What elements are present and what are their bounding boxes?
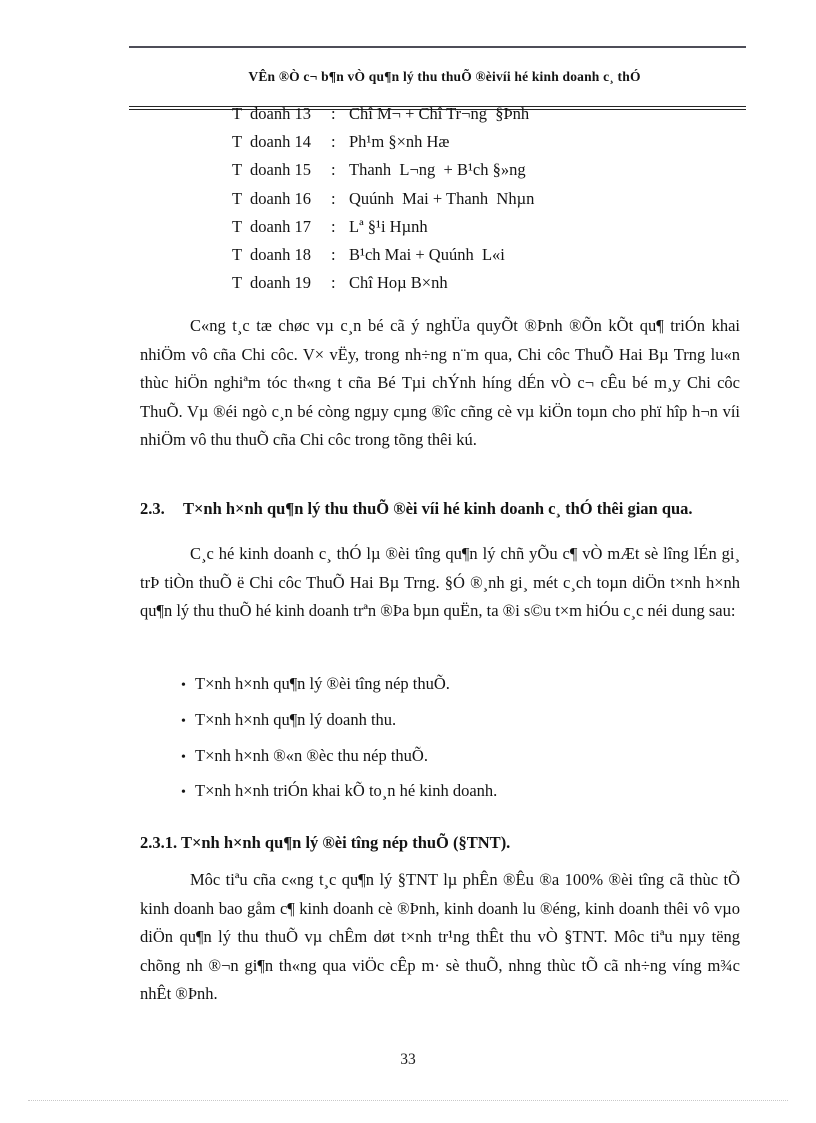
- bullet-text: T×nh h×nh triÓn khai kÕ to¸n hé kinh doanh.: [195, 781, 498, 801]
- to-doanh-label: T doanh 19: [232, 273, 311, 293]
- page-number: 33: [400, 1051, 416, 1068]
- section-title: 2.3.1. T×nh h×nh qu¶n lý ®èi tîng nép thuÕ (§TNT).: [140, 833, 511, 852]
- bullet-item: [181, 773, 746, 809]
- to-doanh-value: Chî Hoµ B×nh: [349, 273, 448, 293]
- section-heading-2-3: [140, 498, 748, 520]
- section-heading-2-3-1: [140, 832, 748, 854]
- to-doanh-label: T doanh 18: [232, 244, 311, 264]
- to-doanh-separator: :: [331, 160, 336, 180]
- to-doanh-row: [232, 241, 534, 269]
- bullet-text: T×nh h×nh qu¶n lý doanh thu.: [195, 709, 397, 729]
- to-doanh-value: Quúnh Mai + Thanh Nhµn: [349, 188, 535, 208]
- bullet-item: [181, 738, 746, 774]
- page-header-title: VÊn ®Ò c¬ b¶n vÒ qu¶n lý thu thuÕ ®èivíi hé kinh doanh c¸ thÓ: [248, 69, 641, 84]
- to-doanh-separator: :: [331, 104, 336, 123]
- to-doanh-label: T doanh 16: [232, 188, 311, 208]
- to-doanh-row: [232, 269, 534, 297]
- to-doanh-value: Ph¹m §×nh Hæ: [349, 132, 450, 152]
- section-title: T×nh h×nh qu¶n lý thu thuÕ ®èi víi hé kinh doanh c¸ thÓ thêi gian qua.: [183, 499, 693, 518]
- bullet-icon: •: [181, 713, 186, 729]
- bullet-item: [181, 666, 746, 702]
- to-doanh-label: T doanh 17: [232, 216, 311, 236]
- to-doanh-separator: :: [331, 244, 336, 264]
- to-doanh-value: Chî M¬ + Chî Tr¬ng §Þnh: [349, 104, 530, 123]
- footer-divider: [28, 1100, 788, 1101]
- to-doanh-row: [232, 100, 534, 128]
- to-doanh-row: [232, 156, 534, 184]
- bullet-list: [181, 666, 746, 809]
- to-doanh-separator: :: [331, 216, 336, 236]
- to-doanh-value: B¹ch Mai + Quúnh L«i: [349, 244, 505, 264]
- to-doanh-value: Lª §¹i Hµnh: [349, 216, 428, 236]
- to-doanh-separator: :: [331, 273, 336, 293]
- to-doanh-row: [232, 128, 534, 156]
- to-doanh-separator: :: [331, 132, 336, 152]
- to-doanh-label: T doanh 15: [232, 160, 311, 180]
- to-doanh-row: [232, 185, 534, 213]
- to-doanh-value: Thanh L¬ng + B¹ch §»ng: [349, 160, 526, 180]
- paragraph-muc-tieu-dtnt: Môc tiªu cña c«ng t¸c qu¶n lý §TNT lµ phÊn ®Êu ®a 100% ®èi tîng cã thùc tÕ kinh doanh bao gåm c¶ kinh doanh cè ®Þnh, kinh doanh lu ®éng, kinh doanh thêi vô vµo diÖn qu¶n lý thu thuÕ vµ chÊm døt t×nh tr¹ng thÊt thu vÒ §TNT. Môc tiªu nµy tëng chõng nh ®¬n gi¶n th«ng qua viÖc cÊp m· sè thuÕ, nhng thùc tÕ cã nh÷ng víng m¾c nhÊt ®Þnh.: [140, 870, 740, 1004]
- bullet-icon: •: [181, 749, 186, 765]
- bullet-text: T×nh h×nh ®«n ®èc thu nép thuÕ.: [195, 745, 428, 765]
- to-doanh-separator: :: [331, 188, 336, 208]
- bullet-icon: •: [181, 678, 186, 693]
- to-doanh-label: T doanh 13: [232, 104, 311, 123]
- bullet-icon: •: [181, 785, 186, 801]
- bullet-item: [181, 702, 746, 738]
- section-number: 2.3.: [140, 499, 165, 518]
- to-doanh-row: [232, 213, 534, 241]
- to-doanh-list: [232, 100, 534, 297]
- bullet-text: T×nh h×nh qu¶n lý ®èi tîng nép thuÕ.: [195, 674, 450, 693]
- paragraph-to-chuc-can-bo: C«ng t¸c tæ chøc vµ c¸n bé cã ý nghÜa quyÕt ®Þnh ®Õn kÕt qu¶ triÓn khai nhiÖm vô cña Chi côc. V× vËy, trong nh÷ng n¨m qua, Chi côc ThuÕ Hai Bµ Trng lu«n thùc hiÖn nghiªm tóc th«ng t cña Bé Tµi chÝnh híng dÉn vÒ c¬ cÊu bé m¸y Chi côc ThuÕ. Vµ ®éi ngò c¸n bé còng ngµy cµng ®îc cñng cè vµ kiÖn toµn cho phï hîp h¬n víi nhiÖm vô thu thuÕ cña Chi côc trong tõng thêi kú.: [140, 316, 740, 450]
- to-doanh-label: T doanh 14: [232, 132, 311, 152]
- paragraph-ho-kinh-doanh: C¸c hé kinh doanh c¸ thÓ lµ ®èi tîng qu¶n lý chñ yÕu c¶ vÒ mÆt sè lîng lÉn gi¸ trÞ tiÒn thuÕ ë Chi côc ThuÕ Hai Bµ Trng. §Ó ®¸nh gi¸ mét c¸ch toµn diÖn t×nh h×nh qu¶n lý thu thuÕ hé kinh doanh trªn ®Þa bµn quËn, ta ®i s©u t×m hiÓu c¸c néi dung sau:: [140, 544, 740, 621]
